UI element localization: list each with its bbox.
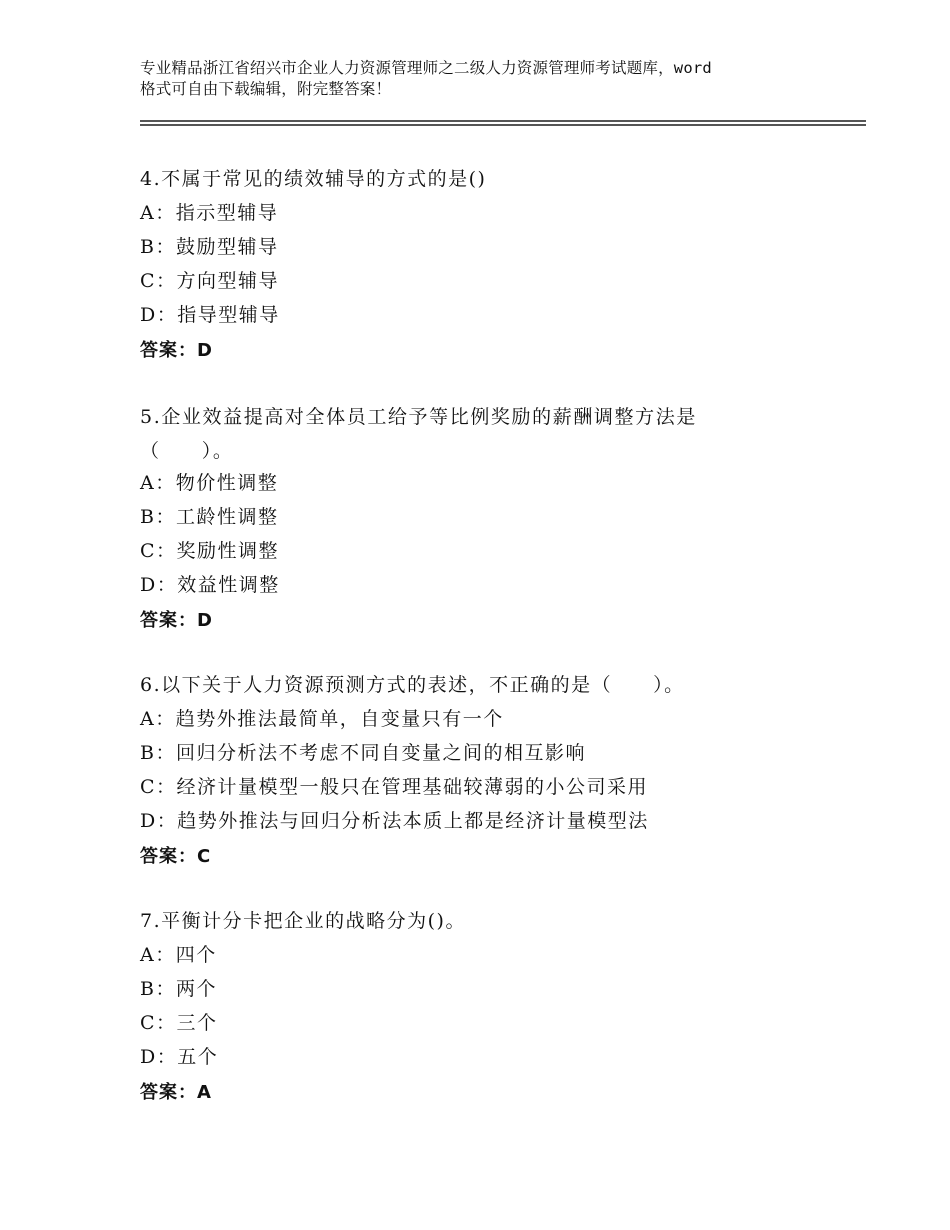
question-stem: 4.不属于常见的绩效辅导的方式的是() (140, 168, 487, 190)
option-b: B：鼓励型辅导 (140, 236, 279, 258)
option-b: B：回归分析法不考虑不同自变量之间的相互影响 (140, 742, 586, 764)
question-6 (140, 670, 866, 874)
question-4 (140, 164, 866, 368)
option-b: B：两个 (140, 978, 217, 1000)
document-header (140, 58, 840, 100)
question-stem: 6.以下关于人力资源预测方式的表述，不正确的是（ ）。 (140, 674, 685, 696)
header-divider-top (140, 120, 866, 122)
header-line-1: 专业精品浙江省绍兴市企业人力资源管理师之二级人力资源管理师考试题库，word (140, 59, 712, 77)
header-line-2: 格式可自由下载编辑，附完整答案！ (140, 80, 392, 98)
option-d: D：效益性调整 (140, 574, 280, 596)
option-a: A：四个 (140, 944, 217, 966)
answer-label: 答案：D (140, 610, 213, 631)
question-stem: 5.企业效益提高对全体员工给予等比例奖励的薪酬调整方法是（ ）。 (140, 406, 697, 462)
option-a: A：趋势外推法最简单，自变量只有一个 (140, 708, 504, 730)
option-c: C：方向型辅导 (140, 270, 280, 292)
option-d: D：趋势外推法与回归分析法本质上都是经济计量模型法 (140, 810, 649, 832)
option-d: D：指导型辅导 (140, 304, 280, 326)
option-c: C：三个 (140, 1012, 218, 1034)
option-c: C：奖励性调整 (140, 540, 280, 562)
answer-label: 答案：C (140, 846, 212, 867)
answer-label: 答案：D (140, 340, 213, 361)
header-divider-bottom (140, 124, 866, 126)
question-7 (140, 906, 866, 1110)
option-b: B：工龄性调整 (140, 506, 279, 528)
answer-label: 答案：A (140, 1082, 212, 1103)
option-a: A：物价性调整 (140, 472, 279, 494)
question-stem: 7.平衡计分卡把企业的战略分为()。 (140, 910, 466, 932)
option-a: A：指示型辅导 (140, 202, 279, 224)
option-d: D：五个 (140, 1046, 219, 1068)
option-c: C：经济计量模型一般只在管理基础较薄弱的小公司采用 (140, 776, 649, 798)
question-5 (140, 400, 866, 638)
question-list (140, 164, 866, 1142)
